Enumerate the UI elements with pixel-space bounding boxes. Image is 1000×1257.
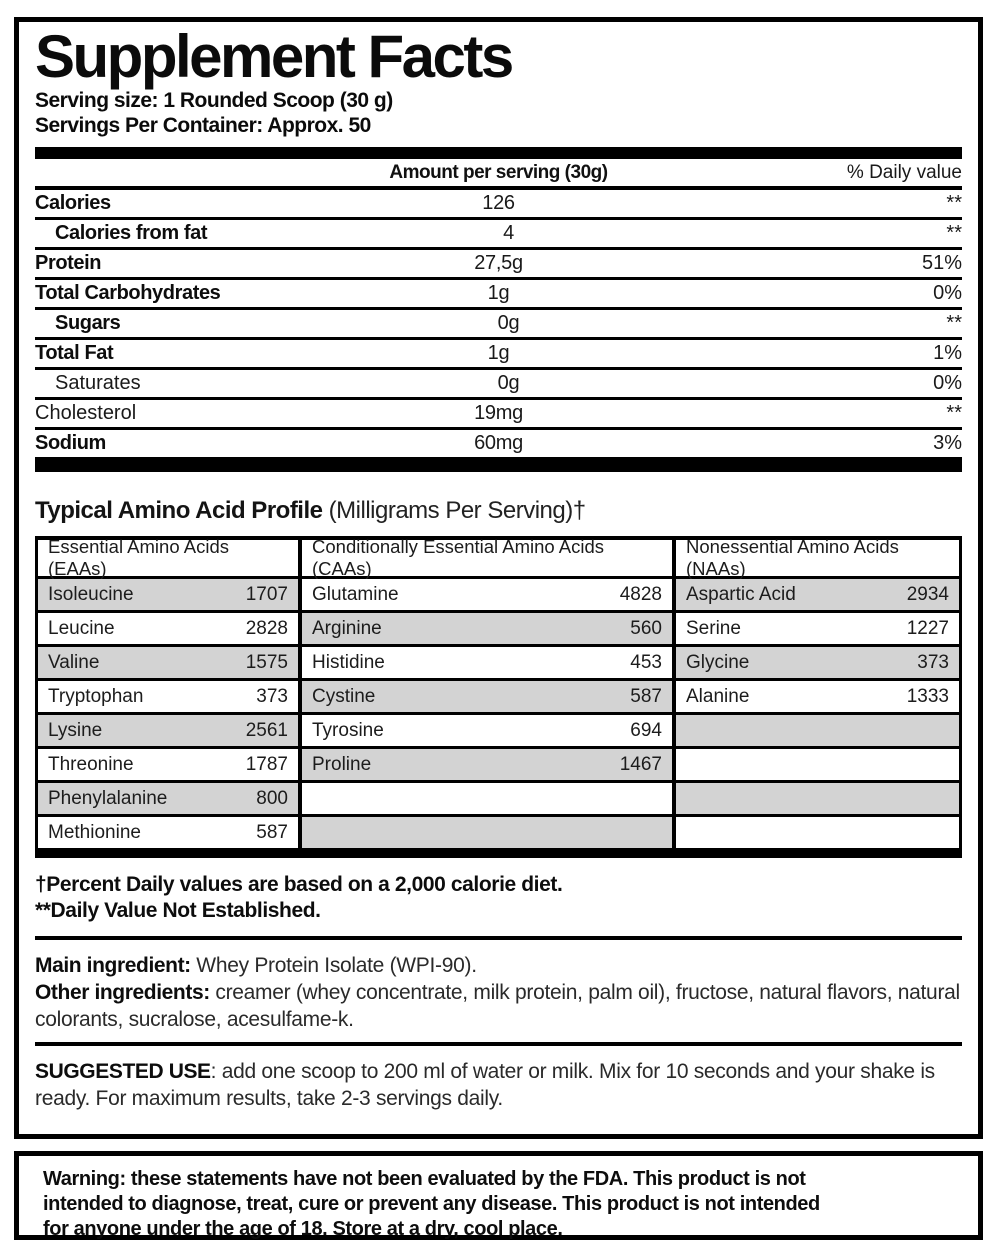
amino-name: Tyrosine (312, 719, 384, 741)
suggested-use-label: SUGGESTED USE (35, 1060, 211, 1084)
fact-daily-value: 51% (921, 252, 962, 275)
amino-value: 1333 (906, 685, 949, 707)
amino-row (302, 817, 672, 848)
divider-line (35, 936, 962, 940)
main-ingredient-line (35, 952, 962, 979)
amino-name: Serine (686, 617, 741, 639)
warning-box (14, 1151, 983, 1240)
amino-column-caa (302, 536, 672, 848)
fact-daily-value: 0% (933, 372, 962, 395)
amino-value: 373 (256, 685, 288, 707)
amino-profile-heading (35, 497, 962, 525)
footnote-daily-values: †Percent Daily values are based on a 2,000 calorie diet. (35, 873, 563, 897)
amino-value: 2828 (245, 617, 288, 639)
amino-name: Proline (312, 753, 372, 775)
amino-value: 694 (630, 719, 662, 741)
main-ingredient-label: Main ingredient: (35, 954, 191, 978)
servings-per-container: Servings Per Container: Approx. 50 (35, 114, 371, 138)
amino-row (676, 681, 959, 712)
amino-row (38, 647, 298, 678)
amino-row (38, 715, 298, 746)
amino-name: Alanine (686, 685, 750, 707)
fact-amount: 126 (482, 192, 515, 215)
amino-value: 560 (630, 617, 662, 639)
amino-name: Threonine (48, 753, 134, 775)
amino-name: Glutamine (312, 583, 399, 605)
amino-value: 1575 (245, 651, 288, 673)
fact-row-cholesterol (35, 400, 962, 430)
fact-daily-value: ** (946, 192, 962, 215)
warning-text: Warning: these statements have not been evaluated by the FDA. This product is not intended to diagnose, treat, cure or prevent any disease. This product is not intended for anyone under the age of 18. Store at a dry, cool place. (43, 1168, 820, 1240)
amino-column-header-caa: Conditionally Essential Amino Acids (CAAs) (302, 540, 672, 576)
fact-daily-value: ** (946, 222, 962, 245)
fact-daily-value: ** (946, 312, 962, 335)
amino-row (676, 715, 959, 746)
divider-thick-bottom (35, 460, 962, 472)
fact-row-sodium (35, 430, 962, 460)
amino-value: 800 (256, 787, 288, 809)
amino-row (302, 749, 672, 780)
main-ingredient-text: Whey Protein Isolate (WPI-90). (190, 954, 477, 978)
fact-row-calories (35, 190, 962, 220)
suggested-use-section (35, 1058, 962, 1112)
amount-per-serving-header: Amount per serving (30g) (389, 161, 608, 183)
amino-name: Phenylalanine (48, 787, 168, 809)
fact-name: Sodium (35, 432, 106, 455)
fact-row-saturates (35, 370, 962, 400)
amino-acid-table (35, 536, 962, 858)
amino-row (302, 647, 672, 678)
fact-amount: 1g (487, 342, 510, 365)
amino-row (38, 783, 298, 814)
amino-name: Lysine (48, 719, 103, 741)
amino-row (302, 613, 672, 644)
amino-value: 453 (630, 651, 662, 673)
amino-name: Glycine (686, 651, 750, 673)
panel-title: Supplement Facts (35, 23, 512, 90)
fact-name: Total Fat (35, 342, 114, 365)
amino-value: 1467 (619, 753, 662, 775)
fact-row-protein (35, 250, 962, 280)
fact-name: Calories (35, 192, 111, 215)
ingredients-section (35, 952, 962, 1033)
daily-value-header: % Daily value (846, 161, 962, 183)
amino-row (302, 783, 672, 814)
amino-row (38, 817, 298, 848)
fact-row-sugars (35, 310, 962, 340)
amino-name: Tryptophan (48, 685, 144, 707)
amino-value: 587 (630, 685, 662, 707)
amino-name: Arginine (312, 617, 382, 639)
fact-amount: 1g (487, 282, 510, 305)
amino-heading-subtitle: (Milligrams Per Serving)† (322, 497, 586, 525)
other-ingredients-line (35, 979, 962, 1033)
amino-value: 4828 (619, 583, 662, 605)
serving-size: Serving size: 1 Rounded Scoop (30 g) (35, 89, 393, 113)
amino-row (676, 817, 959, 848)
amino-name: Cystine (312, 685, 376, 707)
amino-name: Leucine (48, 617, 115, 639)
fact-amount: 27,5g (474, 252, 523, 275)
amino-row (676, 579, 959, 610)
fact-amount: 60mg (474, 432, 523, 455)
fact-name: Protein (35, 252, 102, 275)
amino-name: Aspartic Acid (686, 583, 796, 605)
fact-amount: 0g (497, 372, 520, 395)
fact-row-calories-from-fat (35, 220, 962, 250)
amino-row (38, 749, 298, 780)
amino-column-naa (676, 536, 959, 848)
fact-daily-value: ** (946, 402, 962, 425)
amino-column-eaa (38, 536, 298, 848)
fact-row-total-carbohydrates (35, 280, 962, 310)
fact-name: Saturates (55, 372, 141, 395)
amino-column-header-naa: Nonessential Amino Acids (NAAs) (676, 540, 959, 576)
divider-thick-top (35, 147, 962, 159)
amino-row (38, 579, 298, 610)
fact-amount: 4 (503, 222, 514, 245)
amino-row (302, 715, 672, 746)
fact-amount: 0g (497, 312, 520, 335)
fact-amount: 19mg (474, 402, 523, 425)
amino-name: Histidine (312, 651, 385, 673)
fact-name: Cholesterol (35, 402, 137, 425)
amino-row (676, 613, 959, 644)
other-ingredients-label: Other ingredients: (35, 981, 210, 1005)
facts-header-row (35, 159, 962, 190)
fact-row-total-fat (35, 340, 962, 370)
fact-daily-value: 0% (933, 282, 962, 305)
fact-name: Calories from fat (55, 222, 208, 245)
amino-value: 587 (256, 821, 288, 843)
amino-name: Methionine (48, 821, 141, 843)
amino-row (38, 613, 298, 644)
fact-name: Total Carbohydrates (35, 282, 221, 305)
footnotes (35, 872, 962, 924)
amino-name: Valine (48, 651, 100, 673)
fact-daily-value: 3% (933, 432, 962, 455)
amino-row (676, 749, 959, 780)
amino-value: 373 (917, 651, 949, 673)
amino-name: Isoleucine (48, 583, 134, 605)
amino-value: 2561 (245, 719, 288, 741)
amino-row (676, 647, 959, 678)
amino-row (38, 681, 298, 712)
amino-row (302, 579, 672, 610)
amino-value: 1787 (245, 753, 288, 775)
amino-value: 1227 (906, 617, 949, 639)
amino-heading-bold: Typical Amino Acid Profile (35, 497, 323, 525)
amino-value: 1707 (245, 583, 288, 605)
supplement-facts-panel (14, 17, 983, 1139)
amino-column-header-eaa: Essential Amino Acids (EAAs) (38, 540, 298, 576)
footnote-not-established: **Daily Value Not Established. (35, 899, 321, 923)
fact-daily-value: 1% (933, 342, 962, 365)
amino-row (676, 783, 959, 814)
amino-row (302, 681, 672, 712)
divider-line (35, 1042, 962, 1046)
suggested-use-text: : add one scoop to 200 ml of water or milk. Mix for 10 seconds and your shake is ready. For maximum results, take 2-3 servings daily. (35, 1060, 935, 1111)
amino-value: 2934 (906, 583, 949, 605)
other-ingredients-text: creamer (whey concentrate, milk protein, palm oil), fructose, natural flavors, natural colorants, sucralose, acesulfame-k. (35, 981, 960, 1032)
fact-name: Sugars (55, 312, 121, 335)
